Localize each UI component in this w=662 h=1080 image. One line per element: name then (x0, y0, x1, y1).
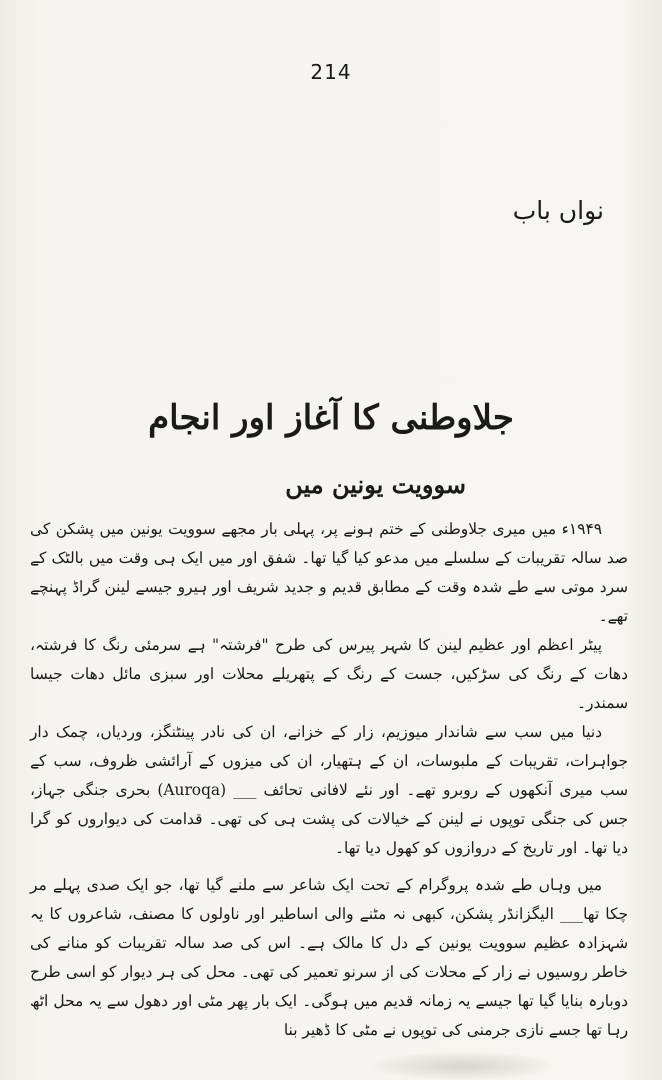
section-heading: سوویت یونین میں (285, 470, 466, 499)
chapter-label: نواں باب (512, 196, 604, 225)
paragraph: ۱۹۴۹ء میں میری جلاوطنی کے ختم ہونے پر، پہلی بار مجھے سوویت یونین میں پشکن کی صد سالہ تقریبات کے سلسلے میں مدعو کیا گیا تھا۔ شفق اور میں ایک ہی وقت میں بالٹک کے سرد موتی سے طے شدہ وقت کے مطابق قدیم و جدید شریف اور ہیرو جیسے لینن گراڈ پہنچے تھے۔ (30, 520, 628, 625)
paragraph: پیٹر اعظم اور عظیم لینن کا شہر پیرس کی طرح "فرشتہ" ہے سرمئی رنگ کا فرشتہ، دھات کے رنگ کی سڑکیں، جست کے رنگ کے پتھریلے محلات اور سبزی مائل دھات جیسا سمندر۔ (30, 636, 628, 712)
chapter-title: جلاوطنی کا آغاز اور انجام (148, 398, 514, 438)
page-smudge (372, 1052, 552, 1080)
paragraph: دنیا میں سب سے شاندار میوزیم، زار کے خزانے، ان کی نادر پینٹنگز، وردیاں، چمک دار جواہرات، تقریبات کے ملبوسات، ان کے ہتھیار، ان کی میزوں کے آرائشی ظروف، سب کے سب میری آنکھوں کے روبرو تھے۔ اور نئے لافانی تحائف ___ (Auroqa) بحری جنگی جہاز، جس کی جنگی توپوں نے لینن کے خیالات کی پشت ہی کی تھی۔ قدامت کی دیواروں کو گرا دیا تھا۔ اور تاریخ کے دروازوں کو کھول دیا تھا۔ (30, 723, 628, 857)
page-number: 214 (310, 60, 352, 84)
paragraph: میں وہاں طے شدہ پروگرام کے تحت ایک شاعر سے ملنے گیا تھا، جو ایک صدی پہلے مر چکا تھا___ الیگزانڈر پشکن، کبھی نہ مٹنے والی اساطیر اور ناولوں کا مصنف، شاعروں کا یہ شہزادہ عظیم سوویت یونین کے دل کا مالک ہے۔ اس کی صد سالہ تقریبات کو منانے کی خاطر روسیوں نے زار کے محلات کی از سرنو تعمیر کی تھی۔ محل کی ہر دیوار کو اسی طرح دوبارہ بنایا گیا تھا جیسے یہ زمانہ قدیم میں ہوگی۔ ایک بار پھر مٹی اور دھول سے یہ محل اٹھ رہا تھا جسے نازی جرمنی کی توپوں نے مٹی کا ڈھیر بنا (30, 876, 628, 1039)
body-text (30, 515, 628, 1045)
